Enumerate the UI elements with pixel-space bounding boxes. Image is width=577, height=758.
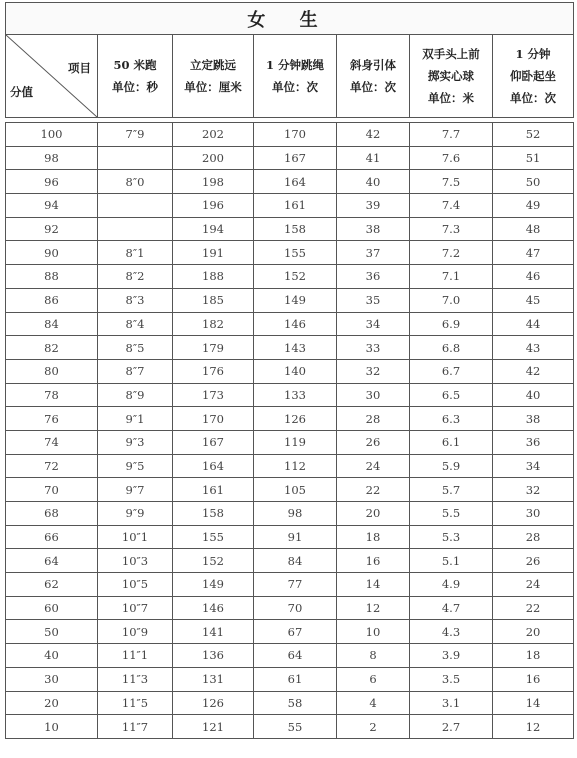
cell-ball-throw: 4.9: [410, 573, 493, 597]
cell-ball-throw: 7.5: [410, 170, 493, 194]
table-row: [6, 667, 574, 691]
cell-score: 50: [6, 620, 98, 644]
cell-score: 62: [6, 573, 98, 597]
cell-score: 68: [6, 502, 98, 526]
cell-jump-rope: 98: [254, 502, 337, 526]
corner-header-cell: [6, 35, 98, 118]
cell-score: 80: [6, 359, 98, 383]
cell-ball-throw: 6.7: [410, 359, 493, 383]
table-body: [6, 123, 574, 739]
cell-long-jump: 198: [173, 170, 254, 194]
cell-jump-rope: 105: [254, 478, 337, 502]
cell-score: 74: [6, 430, 98, 454]
cell-score: 94: [6, 194, 98, 218]
cell-pull-up: 10: [337, 620, 410, 644]
cell-jump-rope: 133: [254, 383, 337, 407]
cell-long-jump: 173: [173, 383, 254, 407]
cell-ball-throw: 3.5: [410, 667, 493, 691]
cell-jump-rope: 61: [254, 667, 337, 691]
cell-score: 66: [6, 525, 98, 549]
cell-run-50m: 9″3: [98, 430, 173, 454]
cell-pull-up: 24: [337, 454, 410, 478]
cell-score: 20: [6, 691, 98, 715]
cell-ball-throw: 2.7: [410, 715, 493, 739]
cell-ball-throw: 5.3: [410, 525, 493, 549]
cell-sit-ups: 18: [493, 644, 574, 668]
cell-jump-rope: 152: [254, 265, 337, 289]
cell-score: 76: [6, 407, 98, 431]
cell-sit-ups: 45: [493, 288, 574, 312]
cell-pull-up: 28: [337, 407, 410, 431]
cell-score: 88: [6, 265, 98, 289]
cell-ball-throw: 6.3: [410, 407, 493, 431]
cell-sit-ups: 52: [493, 123, 574, 147]
cell-sit-ups: 46: [493, 265, 574, 289]
cell-run-50m: 8″3: [98, 288, 173, 312]
score-table-container: [5, 2, 573, 739]
cell-sit-ups: 20: [493, 620, 574, 644]
cell-ball-throw: 4.7: [410, 596, 493, 620]
cell-long-jump: 152: [173, 549, 254, 573]
cell-sit-ups: 30: [493, 502, 574, 526]
header-row: [6, 35, 574, 118]
cell-long-jump: 200: [173, 146, 254, 170]
cell-jump-rope: 112: [254, 454, 337, 478]
table-row: [6, 194, 574, 218]
cell-pull-up: 2: [337, 715, 410, 739]
cell-run-50m: 9″5: [98, 454, 173, 478]
cell-long-jump: 182: [173, 312, 254, 336]
cell-ball-throw: 6.5: [410, 383, 493, 407]
cell-score: 10: [6, 715, 98, 739]
cell-pull-up: 39: [337, 194, 410, 218]
cell-ball-throw: 3.1: [410, 691, 493, 715]
table-row: [6, 573, 574, 597]
cell-run-50m: 11″3: [98, 667, 173, 691]
cell-long-jump: 196: [173, 194, 254, 218]
cell-pull-up: 6: [337, 667, 410, 691]
cell-run-50m: 8″0: [98, 170, 173, 194]
table-row: [6, 336, 574, 360]
cell-ball-throw: 5.5: [410, 502, 493, 526]
cell-score: 84: [6, 312, 98, 336]
cell-score: 90: [6, 241, 98, 265]
cell-jump-rope: 91: [254, 525, 337, 549]
cell-pull-up: 33: [337, 336, 410, 360]
cell-jump-rope: 55: [254, 715, 337, 739]
cell-ball-throw: 5.1: [410, 549, 493, 573]
table-row: [6, 312, 574, 336]
cell-long-jump: 121: [173, 715, 254, 739]
table-row: [6, 123, 574, 147]
cell-run-50m: 10″3: [98, 549, 173, 573]
cell-long-jump: 176: [173, 359, 254, 383]
cell-pull-up: 42: [337, 123, 410, 147]
cell-sit-ups: 44: [493, 312, 574, 336]
cell-run-50m: 8″5: [98, 336, 173, 360]
cell-sit-ups: 16: [493, 667, 574, 691]
cell-ball-throw: 7.3: [410, 217, 493, 241]
cell-score: 92: [6, 217, 98, 241]
cell-pull-up: 41: [337, 146, 410, 170]
cell-sit-ups: 26: [493, 549, 574, 573]
table-row: [6, 478, 574, 502]
cell-pull-up: 14: [337, 573, 410, 597]
cell-jump-rope: 143: [254, 336, 337, 360]
cell-score: 70: [6, 478, 98, 502]
cell-sit-ups: 49: [493, 194, 574, 218]
cell-pull-up: 16: [337, 549, 410, 573]
cell-sit-ups: 36: [493, 430, 574, 454]
cell-jump-rope: 158: [254, 217, 337, 241]
cell-pull-up: 12: [337, 596, 410, 620]
cell-pull-up: 4: [337, 691, 410, 715]
cell-long-jump: 155: [173, 525, 254, 549]
cell-sit-ups: 43: [493, 336, 574, 360]
cell-long-jump: 167: [173, 430, 254, 454]
cell-pull-up: 18: [337, 525, 410, 549]
cell-run-50m: 10″9: [98, 620, 173, 644]
cell-long-jump: 158: [173, 502, 254, 526]
cell-run-50m: [98, 146, 173, 170]
cell-score: 30: [6, 667, 98, 691]
table-title: 女 生: [6, 3, 574, 35]
cell-sit-ups: 50: [493, 170, 574, 194]
table-row: [6, 430, 574, 454]
cell-run-50m: [98, 217, 173, 241]
cell-jump-rope: 149: [254, 288, 337, 312]
cell-jump-rope: 77: [254, 573, 337, 597]
cell-run-50m: 11″1: [98, 644, 173, 668]
cell-ball-throw: 5.9: [410, 454, 493, 478]
cell-ball-throw: 7.0: [410, 288, 493, 312]
cell-jump-rope: 155: [254, 241, 337, 265]
cell-long-jump: 185: [173, 288, 254, 312]
cell-jump-rope: 170: [254, 123, 337, 147]
cell-jump-rope: 146: [254, 312, 337, 336]
cell-sit-ups: 51: [493, 146, 574, 170]
cell-long-jump: 131: [173, 667, 254, 691]
cell-run-50m: 8″9: [98, 383, 173, 407]
cell-long-jump: 136: [173, 644, 254, 668]
cell-jump-rope: 126: [254, 407, 337, 431]
cell-run-50m: [98, 194, 173, 218]
cell-ball-throw: 5.7: [410, 478, 493, 502]
cell-score: 78: [6, 383, 98, 407]
cell-ball-throw: 6.9: [410, 312, 493, 336]
cell-sit-ups: 40: [493, 383, 574, 407]
cell-sit-ups: 34: [493, 454, 574, 478]
cell-pull-up: 36: [337, 265, 410, 289]
cell-run-50m: 10″1: [98, 525, 173, 549]
cell-ball-throw: 3.9: [410, 644, 493, 668]
cell-long-jump: 170: [173, 407, 254, 431]
cell-long-jump: 141: [173, 620, 254, 644]
cell-ball-throw: 7.7: [410, 123, 493, 147]
cell-jump-rope: 67: [254, 620, 337, 644]
cell-sit-ups: 12: [493, 715, 574, 739]
table-row: [6, 549, 574, 573]
cell-long-jump: 194: [173, 217, 254, 241]
column-header-sit-ups: 1 分钟 仰卧起坐 单位：次: [493, 35, 574, 118]
cell-jump-rope: 70: [254, 596, 337, 620]
cell-long-jump: 164: [173, 454, 254, 478]
cell-sit-ups: 32: [493, 478, 574, 502]
cell-pull-up: 30: [337, 383, 410, 407]
cell-run-50m: 9″7: [98, 478, 173, 502]
cell-ball-throw: 6.8: [410, 336, 493, 360]
cell-pull-up: 8: [337, 644, 410, 668]
cell-run-50m: 11″7: [98, 715, 173, 739]
cell-ball-throw: 4.3: [410, 620, 493, 644]
cell-sit-ups: 47: [493, 241, 574, 265]
cell-long-jump: 146: [173, 596, 254, 620]
cell-long-jump: 179: [173, 336, 254, 360]
column-header-standing-long-jump: 立定跳远 单位：厘米: [173, 35, 254, 118]
cell-run-50m: 9″9: [98, 502, 173, 526]
cell-score: 98: [6, 146, 98, 170]
cell-score: 72: [6, 454, 98, 478]
cell-jump-rope: 140: [254, 359, 337, 383]
cell-sit-ups: 24: [493, 573, 574, 597]
cell-score: 64: [6, 549, 98, 573]
cell-pull-up: 34: [337, 312, 410, 336]
table-row: [6, 715, 574, 739]
cell-jump-rope: 164: [254, 170, 337, 194]
cell-score: 100: [6, 123, 98, 147]
cell-pull-up: 40: [337, 170, 410, 194]
cell-long-jump: 161: [173, 478, 254, 502]
cell-pull-up: 38: [337, 217, 410, 241]
cell-sit-ups: 28: [493, 525, 574, 549]
table-row: [6, 691, 574, 715]
cell-ball-throw: 7.2: [410, 241, 493, 265]
cell-pull-up: 22: [337, 478, 410, 502]
cell-jump-rope: 167: [254, 146, 337, 170]
table-row: [6, 265, 574, 289]
cell-run-50m: 7″9: [98, 123, 173, 147]
table-row: [6, 359, 574, 383]
cell-score: 60: [6, 596, 98, 620]
cell-run-50m: 9″1: [98, 407, 173, 431]
cell-ball-throw: 6.1: [410, 430, 493, 454]
cell-ball-throw: 7.6: [410, 146, 493, 170]
cell-pull-up: 32: [337, 359, 410, 383]
table-row: [6, 596, 574, 620]
table-row: [6, 620, 574, 644]
cell-run-50m: 8″2: [98, 265, 173, 289]
cell-pull-up: 26: [337, 430, 410, 454]
column-header-inclined-pull-up: 斜身引体 单位：次: [337, 35, 410, 118]
cell-run-50m: 8″4: [98, 312, 173, 336]
table-row: [6, 525, 574, 549]
column-header-medicine-ball-throw: 双手头上前 掷实心球 单位：米: [410, 35, 493, 118]
cell-sit-ups: 48: [493, 217, 574, 241]
table-row: [6, 502, 574, 526]
table-row: [6, 217, 574, 241]
table-row: [6, 146, 574, 170]
column-header-50m-run: 50 米跑 单位：秒: [98, 35, 173, 118]
cell-run-50m: 10″7: [98, 596, 173, 620]
score-table: [5, 2, 574, 739]
cell-score: 82: [6, 336, 98, 360]
cell-jump-rope: 58: [254, 691, 337, 715]
cell-long-jump: 149: [173, 573, 254, 597]
cell-long-jump: 126: [173, 691, 254, 715]
cell-score: 40: [6, 644, 98, 668]
cell-run-50m: 11″5: [98, 691, 173, 715]
table-row: [6, 170, 574, 194]
cell-sit-ups: 14: [493, 691, 574, 715]
cell-run-50m: 8″7: [98, 359, 173, 383]
cell-run-50m: 8″1: [98, 241, 173, 265]
cell-long-jump: 191: [173, 241, 254, 265]
corner-item-label: 项目: [68, 61, 91, 75]
cell-jump-rope: 84: [254, 549, 337, 573]
cell-jump-rope: 161: [254, 194, 337, 218]
table-row: [6, 288, 574, 312]
cell-sit-ups: 42: [493, 359, 574, 383]
cell-ball-throw: 7.1: [410, 265, 493, 289]
table-row: [6, 644, 574, 668]
cell-sit-ups: 22: [493, 596, 574, 620]
cell-pull-up: 35: [337, 288, 410, 312]
cell-score: 96: [6, 170, 98, 194]
column-header-jump-rope: 1 分钟跳绳 单位：次: [254, 35, 337, 118]
table-row: [6, 383, 574, 407]
cell-run-50m: 10″5: [98, 573, 173, 597]
cell-long-jump: 188: [173, 265, 254, 289]
cell-jump-rope: 119: [254, 430, 337, 454]
cell-score: 86: [6, 288, 98, 312]
cell-ball-throw: 7.4: [410, 194, 493, 218]
corner-score-label: 分值: [10, 85, 33, 99]
table-row: [6, 454, 574, 478]
cell-long-jump: 202: [173, 123, 254, 147]
table-row: [6, 241, 574, 265]
cell-jump-rope: 64: [254, 644, 337, 668]
cell-pull-up: 20: [337, 502, 410, 526]
table-row: [6, 407, 574, 431]
cell-sit-ups: 38: [493, 407, 574, 431]
cell-pull-up: 37: [337, 241, 410, 265]
